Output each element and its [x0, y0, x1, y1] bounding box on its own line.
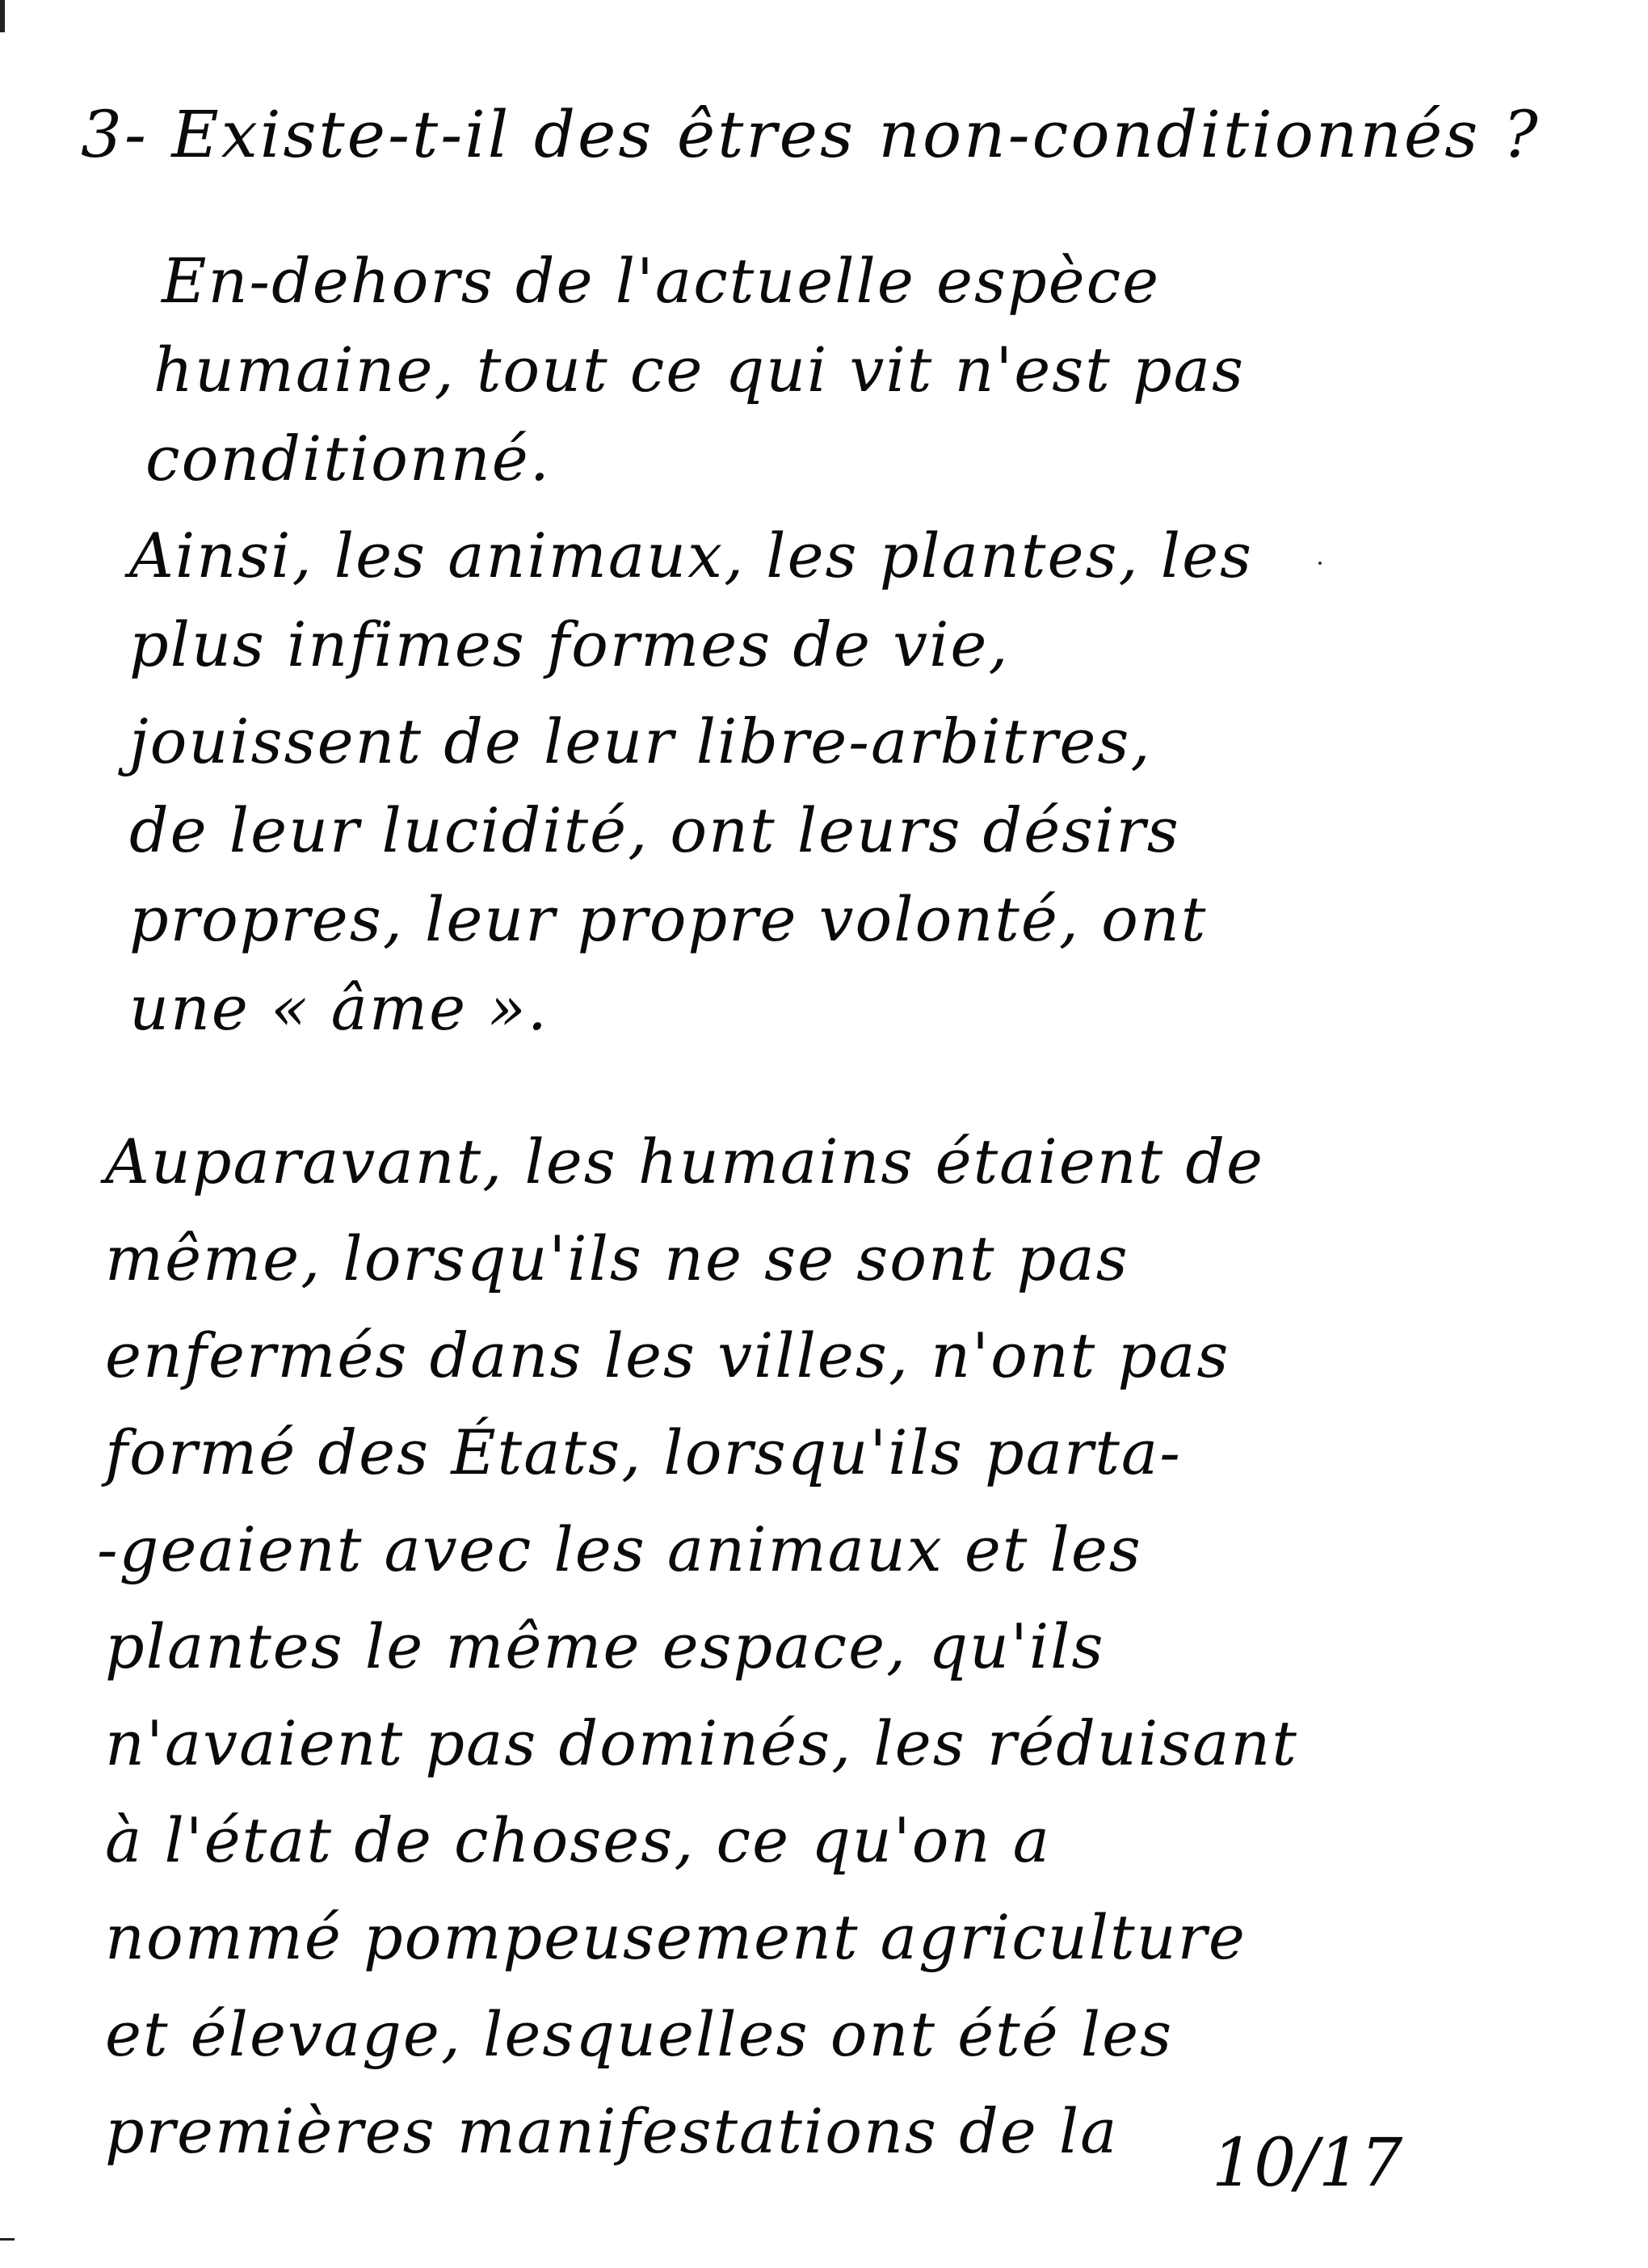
paragraph2-line-2: même, lorsqu'ils ne se sont pas [105, 1222, 1129, 1294]
paragraph1-line-2: humaine, tout ce qui vit n'est pas [153, 334, 1245, 406]
paragraph2-line-6: plantes le même espace, qu'ils [105, 1610, 1105, 1682]
paragraph2-line-4: formé des États, lorsqu'ils parta- [105, 1416, 1182, 1488]
paragraph1-line-3: conditionné. [145, 423, 551, 494]
paragraph2-line-10: et élevage, lesquelles ont été les [105, 1998, 1174, 2070]
paragraph1-line-6: jouissent de leur libre-arbitres, [129, 705, 1152, 777]
paragraph1-line-7: de leur lucidité, ont leurs désirs [129, 794, 1180, 866]
paragraph2-line-1: Auparavant, les humains étaient de [105, 1126, 1264, 1197]
paragraph1-line-4: Ainsi, les animaux, les plantes, les [129, 520, 1254, 591]
scan-edge-mark [0, 0, 5, 32]
page-title: 3- Existe-t-il des êtres non-conditionnés ? [81, 97, 1541, 172]
paragraph2-line-9: nommé pompeusement agriculture [105, 1901, 1247, 1973]
paragraph2-line-8: à l'état de choses, ce qu'on a [105, 1804, 1051, 1876]
paragraph1-line-8: propres, leur propre volonté, ont [129, 883, 1208, 955]
paragraph2-line-3: enfermés dans les villes, n'ont pas [105, 1319, 1230, 1391]
paragraph1-line-5: plus infimes formes de vie, [129, 608, 1010, 680]
paragraph2-line-5: -geaient avec les animaux et les [97, 1513, 1142, 1585]
paragraph2-line-11: premières manifestations de la [105, 2095, 1119, 2167]
paragraph2-line-7: n'avaient pas dominés, les réduisant [105, 1707, 1298, 1779]
paragraph1-line-1: En-dehors de l'actuelle espèce [162, 245, 1161, 317]
paragraph1-line-9: une « âme ». [129, 972, 549, 1044]
page-number: 10/17 [1212, 2125, 1403, 2202]
scan-speck [1318, 562, 1322, 565]
scan-edge-mark [0, 2238, 15, 2241]
